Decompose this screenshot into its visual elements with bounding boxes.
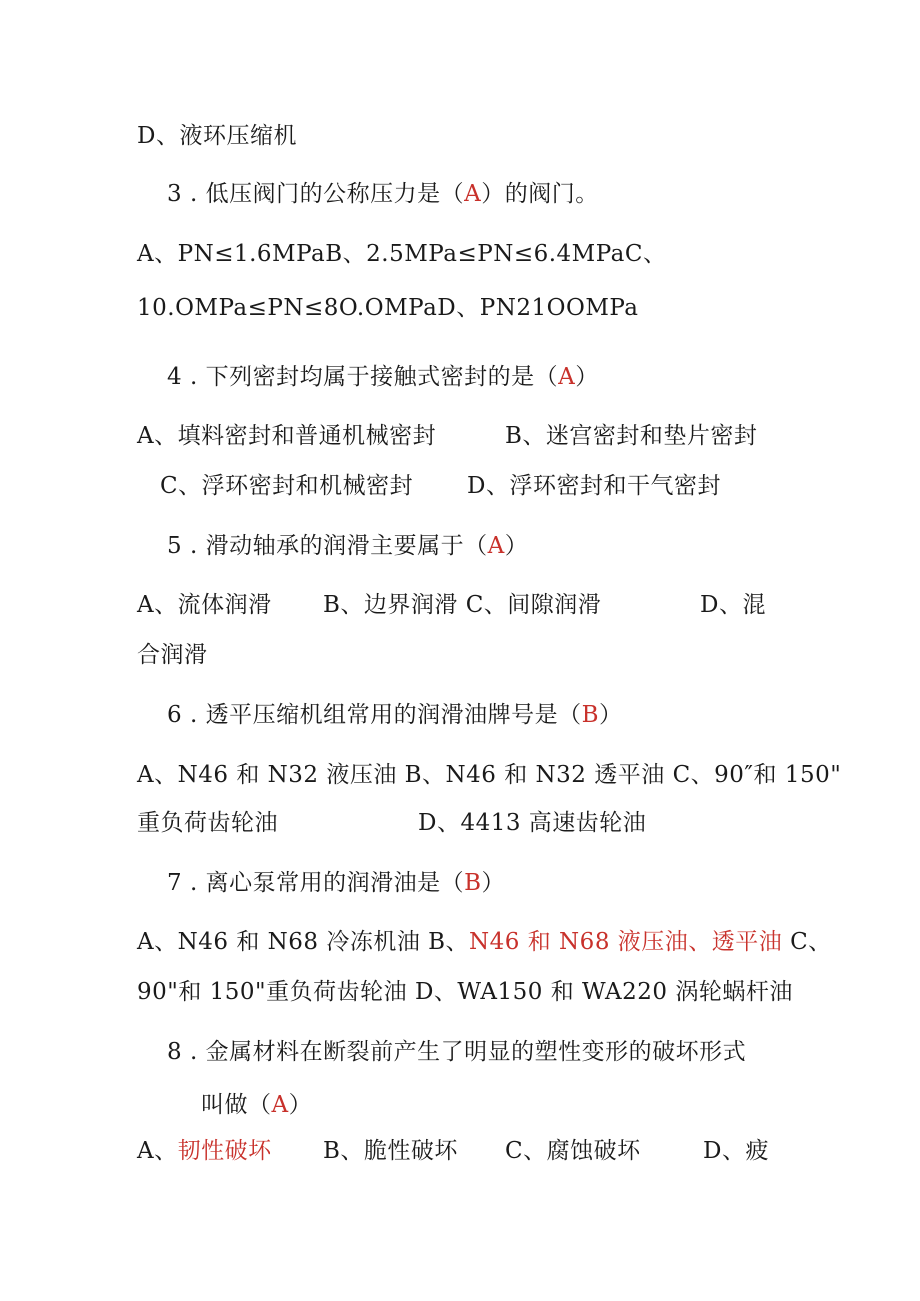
question-8-option-a-prefix: A、 — [137, 1138, 178, 1164]
question-8-option-a — [137, 1140, 272, 1163]
question-4-text: 4 . 下列密封均属于接触式密封的是（ — [167, 364, 559, 390]
question-5-answer: A — [487, 533, 505, 559]
question-4-option-d: D、浮环密封和干气密封 — [467, 473, 721, 499]
question-8-correct-option: 韧性破坏 — [177, 1138, 272, 1164]
question-6 — [167, 704, 622, 727]
question-3-options-line-2: 10.OMPa≤PN≤8O.OMPaD、PN21OOMPa — [137, 295, 639, 321]
question-5-option-a: A、流体润滑 — [137, 592, 272, 618]
question-7-answer: B — [464, 870, 482, 896]
question-6-options-line-1: A、N46 和 N32 液压油 B、N46 和 N32 透平油 C、90″和 150" — [137, 762, 842, 788]
question-3-close: ）的阀门。 — [481, 181, 599, 207]
question-7-options-line-1 — [137, 931, 832, 954]
question-3-text: 3 . 低压阀门的公称压力是（ — [167, 181, 465, 207]
question-7-text: 7 . 离心泵常用的润滑油是（ — [167, 870, 465, 896]
question-6-options-line-2: 重负荷齿轮油 — [137, 810, 278, 836]
question-7-close: ） — [481, 870, 505, 896]
question-3-options-line-1: A、PN≤1.6MPaB、2.5MPa≤PN≤6.4MPaC、 — [137, 241, 667, 267]
question-3-answer: A — [464, 181, 482, 207]
question-5-close: ） — [504, 533, 529, 559]
question-5-text: 5 . 滑动轴承的润滑主要属于（ — [167, 533, 488, 559]
question-8-close: ） — [288, 1092, 313, 1118]
question-4-option-b: B、迷宫密封和垫片密封 — [505, 423, 758, 449]
question-7-option-ab: A、N46 和 N68 冷冻机油 B、 — [137, 929, 470, 955]
question-4-option-a: A、填料密封和普通机械密封 — [137, 423, 437, 449]
question-7 — [167, 872, 505, 895]
question-8-line-2 — [201, 1094, 312, 1117]
question-6-answer: B — [581, 702, 599, 728]
question-4-option-c: C、浮环密封和机械密封 — [160, 473, 414, 499]
question-4-close: ） — [575, 364, 599, 390]
question-6-option-d: D、4413 高速齿轮油 — [418, 810, 647, 836]
question-5-option-d-cont: 合润滑 — [137, 642, 208, 668]
question-5-option-bc: B、边界润滑 C、间隙润滑 — [323, 592, 602, 618]
option-d-line: D、液环压缩机 — [137, 123, 297, 149]
question-4 — [167, 366, 599, 389]
question-7-options-line-2: 90"和 150"重负荷齿轮油 D、WA150 和 WA220 涡轮蜗杆油 — [137, 979, 793, 1005]
question-8-answer: A — [271, 1092, 289, 1118]
question-8-text: 叫做（ — [201, 1092, 272, 1118]
question-7-correct-option: N46 和 N68 液压油、透平油 — [469, 929, 783, 955]
question-7-option-c-prefix: C、 — [782, 929, 832, 955]
question-8-option-c: C、腐蚀破坏 — [505, 1138, 641, 1164]
question-5 — [167, 535, 528, 558]
question-6-text: 6 . 透平压缩机组常用的润滑油牌号是（ — [167, 702, 582, 728]
question-8-line-1: 8 . 金属材料在断裂前产生了明显的塑性变形的破坏形式 — [167, 1039, 747, 1065]
question-5-option-d: D、混 — [700, 592, 766, 618]
question-6-close: ） — [598, 702, 623, 728]
question-3 — [167, 183, 599, 206]
question-4-answer: A — [558, 364, 576, 390]
question-8-option-d: D、疲 — [703, 1138, 769, 1164]
question-8-option-b: B、脆性破坏 — [323, 1138, 458, 1164]
